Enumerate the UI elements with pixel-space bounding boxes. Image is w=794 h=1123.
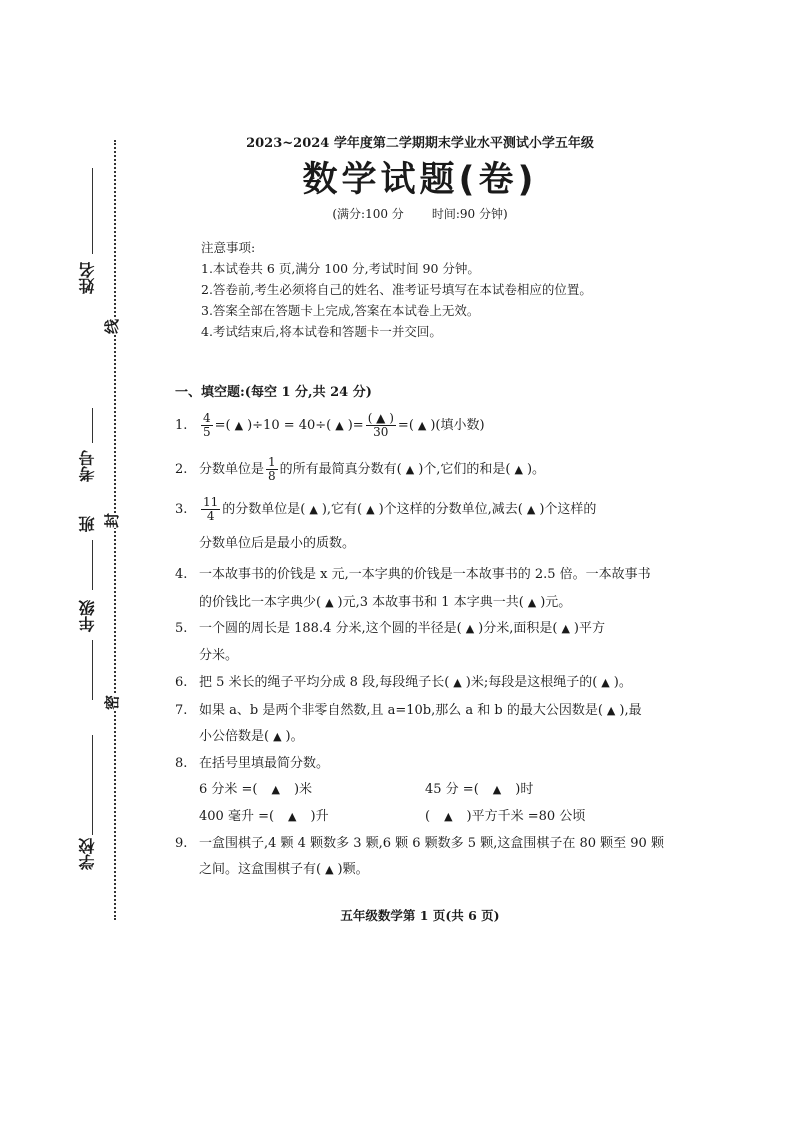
name-underline	[92, 168, 93, 254]
fraction: $\frac{4}{5}$	[203, 411, 211, 439]
blank-triangle-icon: ▲	[271, 783, 280, 796]
question-continuation: 的价钱比一本字典少( ▲ )元,3 本故事书和 1 本字典一共( ▲ )元。	[199, 595, 572, 610]
question-number: 3.	[175, 502, 188, 517]
question-2: 2. 分数单位是 $\frac{1}{8}$ 的所有最简真分数有( ▲ )个,它们的和是( ▲ )。	[175, 455, 546, 483]
note-item: 1.本试卷共 6 页,满分 100 分,考试时间 90 分钟。	[201, 261, 480, 276]
exam-time: 时间:90 分钟)	[431, 207, 508, 221]
conversion-item: ( ▲ )平方千米 =80 公顷	[425, 809, 586, 824]
question-continuation: 小公倍数是( ▲ )。	[199, 729, 304, 744]
blank-triangle-icon: ▲	[526, 503, 536, 516]
blank-triangle-icon: ▲	[527, 596, 537, 609]
fraction: $\frac{11}{4}$	[203, 495, 219, 523]
name-label: 姓名	[78, 262, 97, 294]
question-number: 5.	[175, 621, 188, 636]
question-3: 3. $\frac{11}{4}$ 的分数单位是( ▲ ),它有( ▲ )个这样的分数单位,减去( ▲ )个这样的 分数单位后是最小的质数。	[175, 495, 597, 551]
exam-subtitle: 2023~2024 学年度第二学期期末学业水平测试小学五年级	[246, 136, 594, 151]
blank-triangle-icon: ▲	[325, 863, 334, 876]
seal-line-char: 线	[99, 319, 124, 334]
blank-triangle-icon: ▲	[309, 503, 318, 516]
seal-seal-char: 封	[99, 513, 124, 528]
note-item: 3.答案全部在答题卡上完成,答案在本试卷上无效。	[201, 303, 480, 318]
exam-no-label: 考号	[78, 450, 97, 482]
question-6: 6. 把 5 米长的绳子平均分成 8 段,每段绳子长( ▲ )米;每段是这根绳子的( ▲ )。	[175, 675, 632, 690]
blank-triangle-icon: ▲	[417, 419, 427, 432]
question-9: 9. 一盒围棋子,4 颗 4 颗数多 3 颗,6 颗 6 颗数多 5 颗,这盒围棋子在 80 颗至 90 颗 之间。这盒围棋子有( ▲ )颗。	[175, 836, 664, 877]
school-label: 学校	[78, 838, 97, 870]
class-underline	[92, 540, 93, 590]
blank-triangle-icon: ▲	[366, 503, 375, 516]
class-label: 班	[78, 516, 97, 532]
blank-triangle-icon: ▲	[601, 676, 610, 689]
question-7: 7. 如果 a、b 是两个非零自然数,且 a=10b,那么 a 和 b 的最大公因数是( ▲ ),最 小公倍数是( ▲ )。	[175, 703, 642, 744]
question-continuation: 分数单位后是最小的质数。	[199, 536, 356, 551]
exam-title: 数学试题(卷)	[302, 160, 538, 200]
blank-triangle-icon: ▲	[453, 676, 462, 689]
question-number: 6.	[175, 675, 188, 690]
blank-triangle-icon: ▲	[606, 704, 616, 717]
conversion-item: 6 分米 =( ▲ )米	[199, 782, 313, 797]
question-number: 7.	[175, 703, 188, 718]
exam-info	[150, 205, 690, 222]
blank-triangle-icon: ▲	[444, 810, 453, 823]
blank-triangle-icon: ▲	[561, 622, 570, 635]
exam-no-underline	[92, 408, 93, 443]
grade-underline	[92, 640, 93, 700]
blank-triangle-icon: ▲	[405, 463, 415, 476]
fraction: $\frac{1}{8}$	[268, 455, 276, 483]
conversion-item: 400 毫升 =( ▲ )升	[199, 809, 329, 824]
question-number: 1.	[175, 418, 188, 433]
fraction: $\frac{( ▲ )}{30}$	[367, 411, 394, 439]
blank-triangle-icon: ▲	[492, 783, 502, 796]
blank-triangle-icon: ▲	[234, 419, 244, 432]
notes-block	[201, 237, 592, 342]
binding-dotted-line	[114, 140, 116, 920]
question-1: 1. $\frac{4}{5}$ =( ▲ )÷10 = 40÷( ▲ )= $\frac{( ▲ )}{30}$ =( ▲ )(填小数)	[175, 411, 485, 439]
note-item: 4.考试结束后,将本试卷和答题卡一并交回。	[201, 324, 442, 339]
blank-triangle-icon: ▲	[325, 596, 334, 609]
blank-triangle-icon: ▲	[288, 810, 297, 823]
question-5: 5. 一个圆的周长是 188.4 分米,这个圆的半径是( ▲ )分米,面积是( ▲ )平方 分米。	[175, 621, 605, 663]
question-number: 8.	[175, 756, 188, 771]
grade-label: 年级	[78, 600, 97, 632]
blank-triangle-icon: ▲	[465, 622, 475, 635]
question-continuation: 之间。这盒围棋子有( ▲ )颗。	[199, 862, 369, 877]
seal-secret-char: 密	[99, 695, 124, 710]
blank-triangle-icon: ▲	[514, 463, 523, 476]
page-footer: 五年级数学第 1 页(共 6 页)	[340, 908, 500, 923]
full-score: (满分:100 分	[332, 207, 404, 221]
question-8: 8. 在括号里填最简分数。 6 分米 =( ▲ )米 45 分 =( ▲ )时 400 毫升 =( ▲ )升 ( ▲ )平方千米 =80 公顷	[175, 756, 586, 824]
question-4: 4. 一本故事书的价钱是 x 元,一本字典的价钱是一本故事书的 2.5 倍。一本故事书 的价钱比一本字典少( ▲ )元,3 本故事书和 1 本字典一共( ▲ )元。	[175, 567, 651, 610]
blank-triangle-icon: ▲	[335, 419, 344, 432]
question-number: 4.	[175, 567, 188, 582]
question-continuation: 分米。	[199, 648, 239, 663]
notes-heading: 注意事项:	[201, 240, 256, 255]
section-title: 一、填空题:(每空 1 分,共 24 分)	[175, 385, 372, 400]
school-underline	[92, 735, 93, 835]
conversion-item: 45 分 =( ▲ )时	[425, 782, 534, 797]
question-number: 9.	[175, 836, 188, 851]
note-item: 2.答卷前,考生必须将自己的姓名、准考证号填写在本试卷相应的位置。	[201, 282, 592, 297]
blank-triangle-icon: ▲	[273, 730, 282, 743]
question-number: 2.	[175, 462, 188, 477]
